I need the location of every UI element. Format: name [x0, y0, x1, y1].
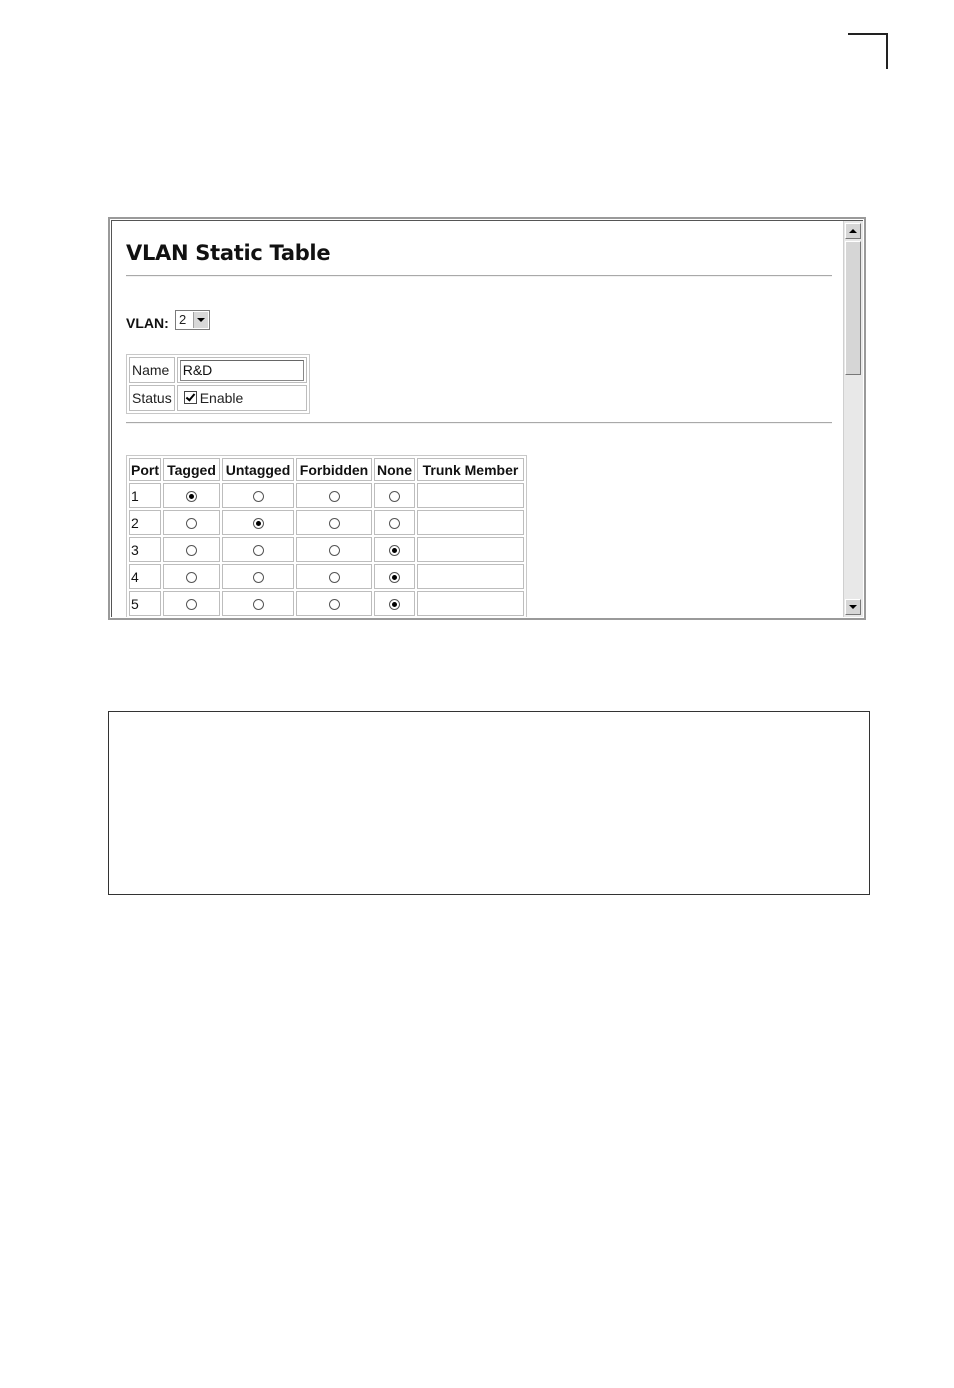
cell-forbidden [296, 510, 372, 535]
cell-none [374, 591, 415, 616]
enable-label: Enable [199, 390, 244, 406]
cell-trunk-member [417, 591, 524, 616]
scroll-thumb[interactable] [845, 241, 861, 375]
header-tagged: Tagged [163, 458, 220, 481]
port-number: 3 [129, 537, 161, 562]
radio-none-port-4[interactable] [389, 572, 400, 583]
radio-untagged-port-5[interactable] [253, 599, 264, 610]
cell-untagged [222, 483, 294, 508]
cell-trunk-member [417, 510, 524, 535]
radio-forbidden-port-5[interactable] [329, 599, 340, 610]
page-title: VLAN Static Table [126, 241, 331, 265]
enable-checkbox[interactable] [184, 391, 197, 404]
cell-untagged [222, 591, 294, 616]
vlan-select-value: 2 [179, 312, 187, 327]
name-row [129, 357, 307, 383]
radio-forbidden-port-2[interactable] [329, 518, 340, 529]
cell-tagged [163, 537, 220, 562]
radio-none-port-5[interactable] [389, 599, 400, 610]
radio-tagged-port-5[interactable] [186, 599, 197, 610]
port-number: 2 [129, 510, 161, 535]
table-row [129, 564, 524, 589]
cell-trunk-member [417, 483, 524, 508]
chevron-down-icon[interactable] [193, 312, 208, 328]
arrow-up-icon[interactable] [845, 223, 861, 239]
radio-forbidden-port-4[interactable] [329, 572, 340, 583]
vertical-scrollbar[interactable] [843, 221, 863, 617]
radio-untagged-port-3[interactable] [253, 545, 264, 556]
radio-none-port-3[interactable] [389, 545, 400, 556]
window-content [111, 220, 863, 617]
status-cell [177, 385, 307, 411]
radio-forbidden-port-3[interactable] [329, 545, 340, 556]
cell-tagged [163, 591, 220, 616]
cell-none [374, 483, 415, 508]
cell-untagged [222, 537, 294, 562]
table-row [129, 510, 524, 535]
radio-tagged-port-1[interactable] [186, 491, 197, 502]
cell-untagged [222, 564, 294, 589]
cell-trunk-member [417, 564, 524, 589]
empty-panel [108, 711, 870, 895]
cell-none [374, 537, 415, 562]
cell-tagged [163, 564, 220, 589]
radio-tagged-port-4[interactable] [186, 572, 197, 583]
vlan-info-table [126, 354, 310, 414]
radio-forbidden-port-1[interactable] [329, 491, 340, 502]
port-membership-table [126, 455, 527, 617]
table-row [129, 537, 524, 562]
radio-tagged-port-2[interactable] [186, 518, 197, 529]
arrow-down-icon[interactable] [845, 599, 861, 615]
cell-forbidden [296, 564, 372, 589]
cell-forbidden [296, 591, 372, 616]
cell-forbidden [296, 537, 372, 562]
radio-none-port-2[interactable] [389, 518, 400, 529]
name-label: Name [129, 357, 175, 383]
vlan-label: VLAN: [126, 315, 169, 331]
radio-none-port-1[interactable] [389, 491, 400, 502]
cell-untagged [222, 510, 294, 535]
divider-middle [126, 422, 832, 424]
table-row [129, 483, 524, 508]
radio-tagged-port-3[interactable] [186, 545, 197, 556]
cell-tagged [163, 483, 220, 508]
status-label: Status [129, 385, 175, 411]
header-none: None [374, 458, 415, 481]
table-row [129, 591, 524, 616]
header-trunk-member: Trunk Member [417, 458, 524, 481]
port-number: 1 [129, 483, 161, 508]
cell-none [374, 564, 415, 589]
radio-untagged-port-2[interactable] [253, 518, 264, 529]
page-corner-mark [848, 33, 888, 69]
cell-forbidden [296, 483, 372, 508]
header-port: Port [129, 458, 161, 481]
cell-trunk-member [417, 537, 524, 562]
vlan-select[interactable] [175, 310, 210, 330]
name-cell [177, 357, 307, 383]
port-number: 4 [129, 564, 161, 589]
port-number: 5 [129, 591, 161, 616]
browser-window [108, 217, 866, 620]
name-input[interactable] [180, 360, 304, 381]
radio-untagged-port-4[interactable] [253, 572, 264, 583]
divider-top [126, 275, 832, 277]
table-header-row [129, 458, 524, 481]
header-forbidden: Forbidden [296, 458, 372, 481]
status-row [129, 385, 307, 411]
cell-none [374, 510, 415, 535]
cell-tagged [163, 510, 220, 535]
header-untagged: Untagged [222, 458, 294, 481]
radio-untagged-port-1[interactable] [253, 491, 264, 502]
